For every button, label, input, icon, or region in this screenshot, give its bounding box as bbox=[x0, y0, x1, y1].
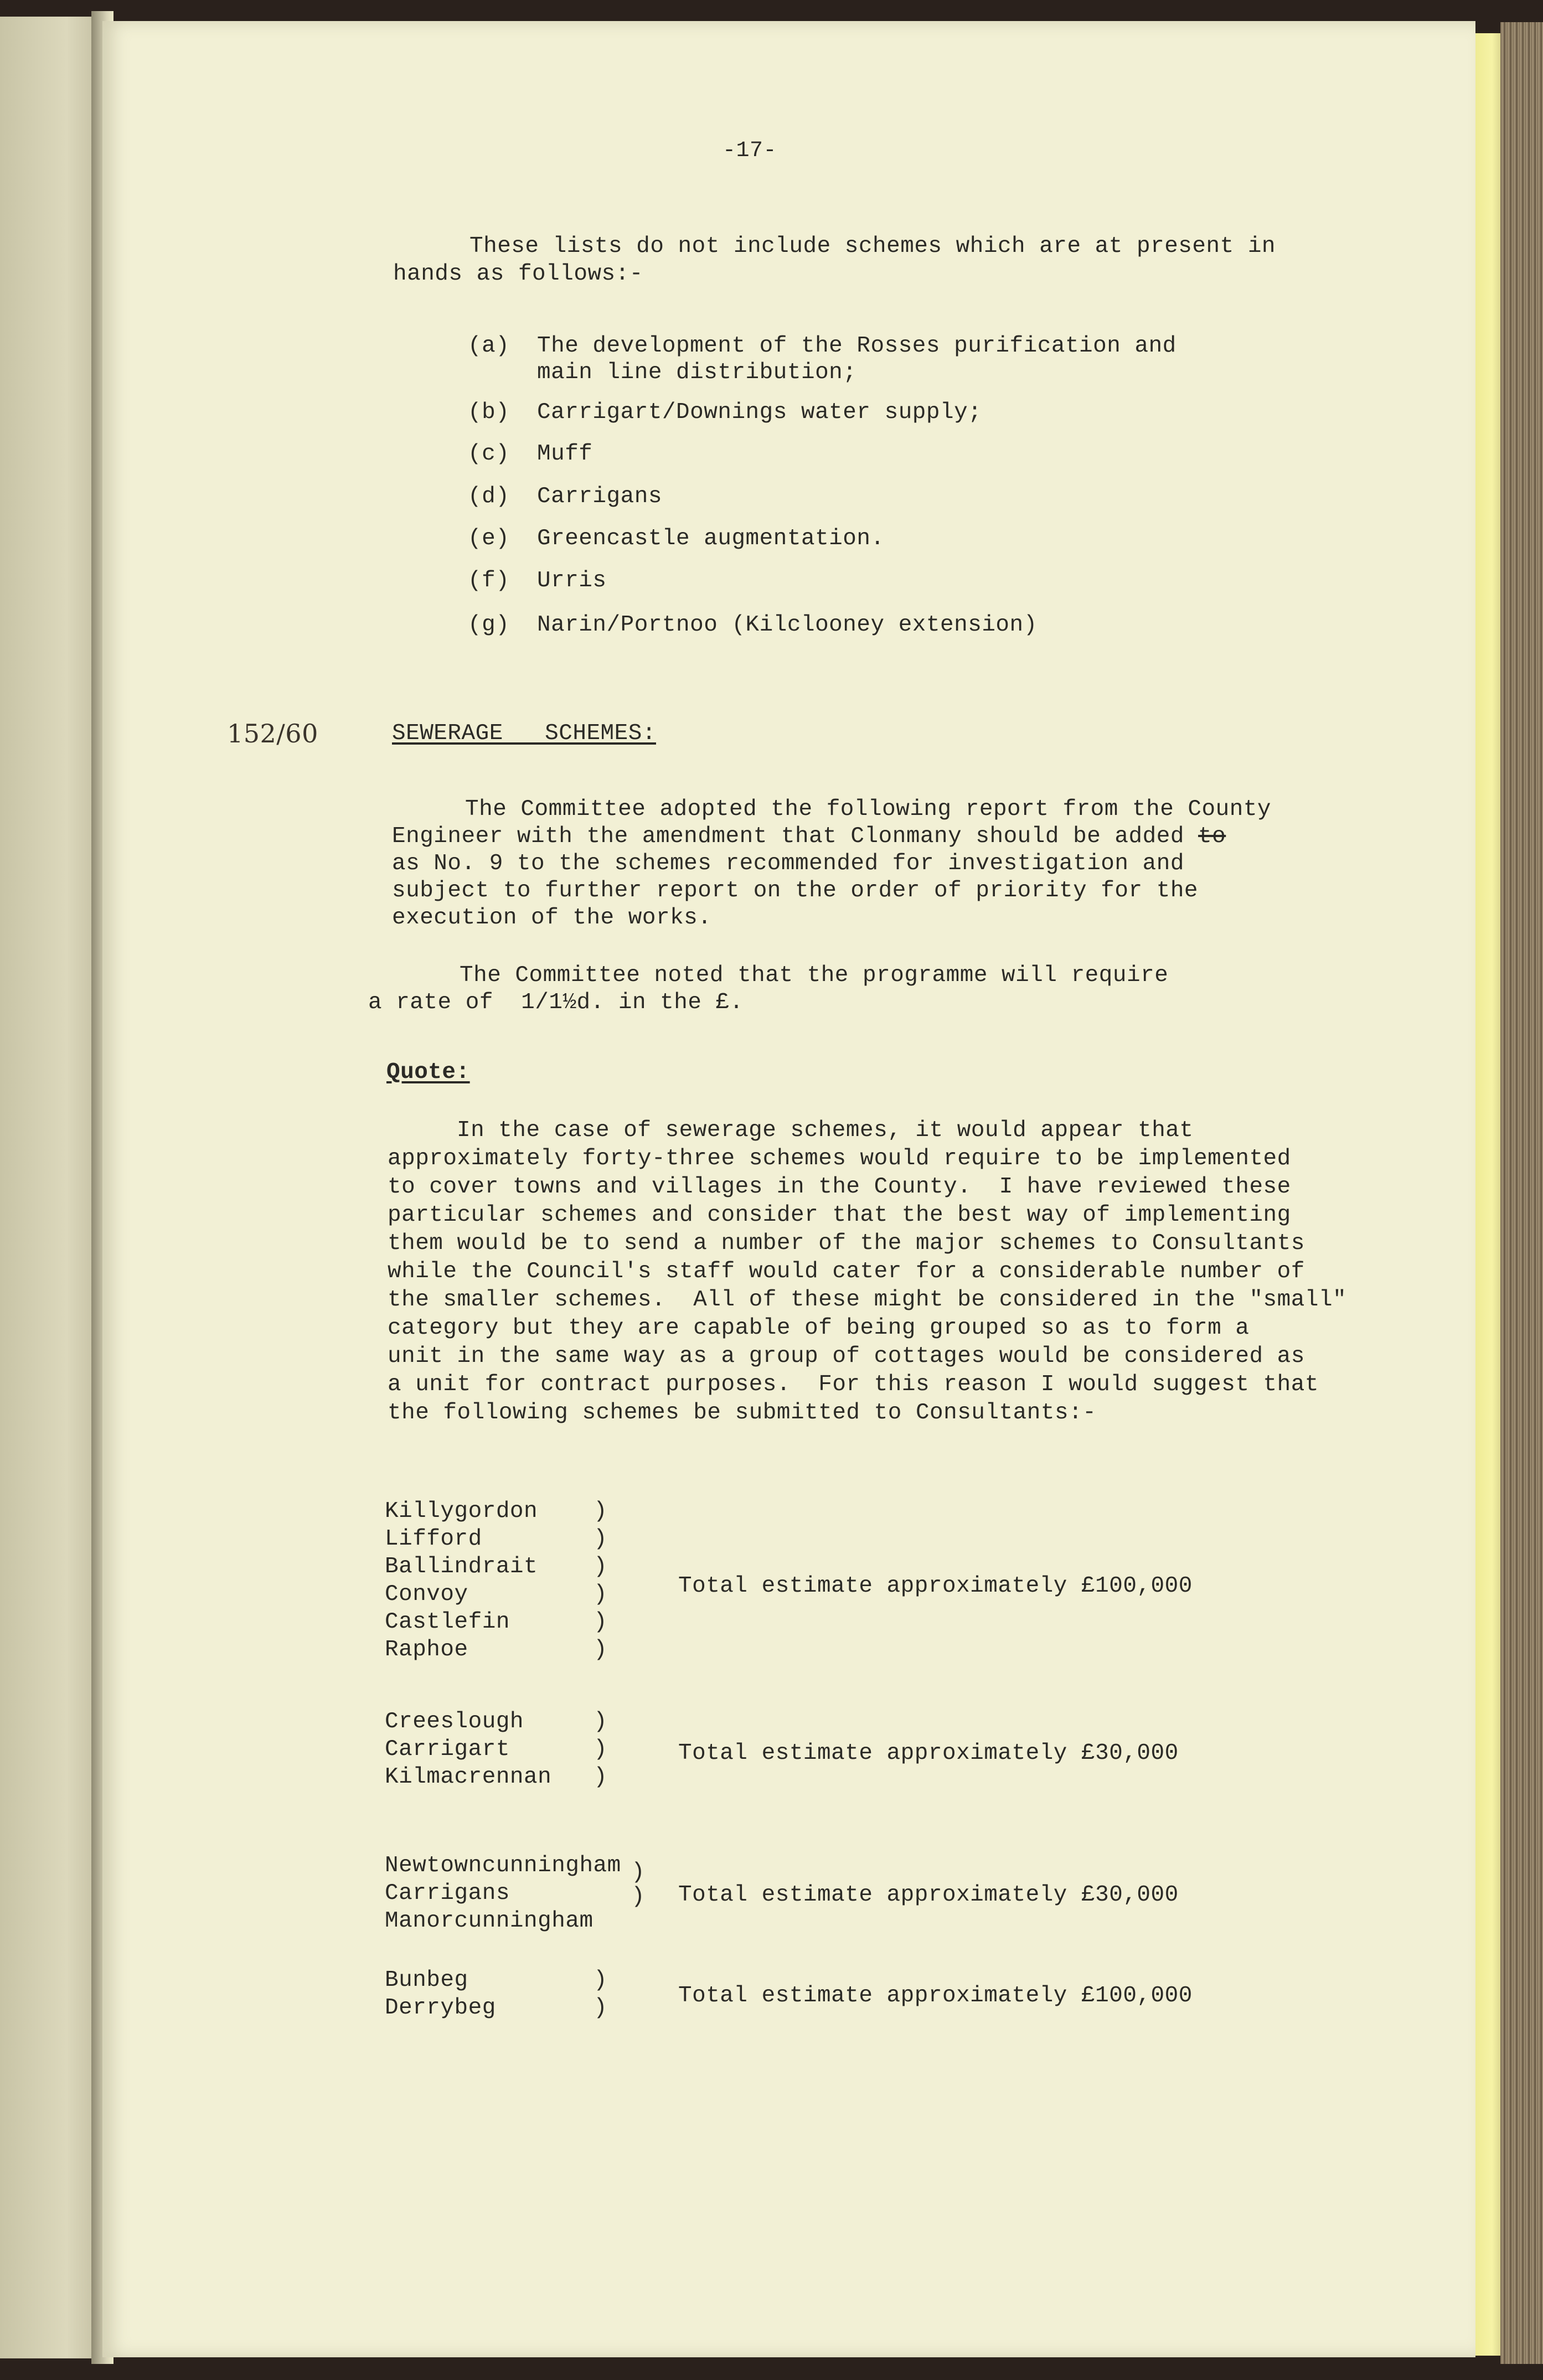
scheme-place: Bunbeg bbox=[385, 1968, 468, 1993]
group-bracket: ) ) bbox=[594, 1968, 608, 2021]
scheme-place: Derrybeg bbox=[385, 1995, 496, 2021]
scheme-place: Castlefin bbox=[385, 1609, 510, 1635]
scheme-place: Killygordon bbox=[385, 1499, 538, 1524]
group-bracket: ) ) ) bbox=[594, 1709, 608, 1790]
intro-line: hands as follows:- bbox=[393, 261, 643, 287]
group-estimate: Total estimate approximately £30,000 bbox=[678, 1741, 1179, 1766]
paragraph-line: as No. 9 to the schemes recommended for investigation and bbox=[392, 851, 1184, 876]
quote-line: a unit for contract purposes. For this reason I would suggest that bbox=[388, 1372, 1319, 1397]
scheme-place: Newtowncunningham bbox=[385, 1853, 621, 1878]
list-item: Carrigart/Downings water supply; bbox=[537, 400, 982, 425]
quote-line: the following schemes be submitted to Consultants:- bbox=[388, 1400, 1097, 1426]
paragraph-line: The Committee adopted the following report from the County bbox=[465, 797, 1272, 822]
group-bracket: ) ) ) ) ) ) bbox=[594, 1499, 608, 1663]
list-item: Greencastle augmentation. bbox=[537, 526, 885, 551]
list-label: (b) bbox=[468, 400, 510, 425]
quote-line: them would be to send a number of the major schemes to Consultants bbox=[388, 1231, 1305, 1256]
scheme-place: Convoy bbox=[385, 1582, 468, 1607]
paragraph-line: subject to further report on the order of priority for the bbox=[392, 878, 1199, 904]
yellow-sheet-edge bbox=[1475, 33, 1503, 2356]
section-heading: SEWERAGE SCHEMES: bbox=[392, 721, 656, 746]
list-label: (c) bbox=[468, 441, 510, 467]
paragraph-line: execution of the works. bbox=[392, 905, 712, 931]
quote-line: the smaller schemes. All of these might be considered in the "small" bbox=[388, 1287, 1347, 1313]
quote-label: Quote: bbox=[386, 1060, 470, 1085]
intro-line: These lists do not include schemes which are at present in bbox=[469, 234, 1276, 259]
group-bracket: ) ) bbox=[631, 1860, 646, 1909]
struck-text: to bbox=[1198, 824, 1226, 849]
paragraph-line: Engineer with the amendment that Clonmany should be added to bbox=[392, 824, 1226, 849]
quote-line: particular schemes and consider that the best way of implementing bbox=[388, 1202, 1291, 1228]
quote-line: approximately forty-three schemes would require to be implemented bbox=[388, 1146, 1291, 1171]
scheme-place: Raphoe bbox=[385, 1637, 468, 1663]
scheme-place: Carrigans bbox=[385, 1881, 510, 1906]
page-stack-edges bbox=[1500, 22, 1543, 2364]
paragraph-line: The Committee noted that the programme will require bbox=[460, 963, 1169, 988]
quote-line: In the case of sewerage schemes, it would appear that bbox=[457, 1118, 1194, 1143]
scheme-place: Manorcunningham bbox=[385, 1908, 594, 1934]
list-label: (g) bbox=[468, 612, 510, 638]
list-label: (a) bbox=[468, 333, 510, 359]
list-label: (d) bbox=[468, 484, 510, 509]
paragraph-line: a rate of 1/1½d. in the £. bbox=[368, 990, 744, 1015]
list-label: (e) bbox=[468, 526, 510, 551]
list-item: Narin/Portnoo (Kilclooney extension) bbox=[537, 612, 1038, 638]
page-number: -17- bbox=[723, 138, 777, 163]
group-estimate: Total estimate approximately £100,000 bbox=[678, 1573, 1193, 1599]
quote-line: while the Council's staff would cater for a considerable number of bbox=[388, 1259, 1305, 1284]
minute-number: 152/60 bbox=[227, 719, 318, 748]
list-item: The development of the Rosses purification and bbox=[537, 333, 1176, 359]
group-estimate: Total estimate approximately £100,000 bbox=[678, 1983, 1193, 2009]
quote-line: category but they are capable of being grouped so as to form a bbox=[388, 1315, 1250, 1341]
list-item: Muff bbox=[537, 441, 593, 467]
scheme-place: Kilmacrennan bbox=[385, 1764, 552, 1790]
list-item: main line distribution; bbox=[537, 360, 857, 385]
group-estimate: Total estimate approximately £30,000 bbox=[678, 1882, 1179, 1908]
quote-line: unit in the same way as a group of cottages would be considered as bbox=[388, 1344, 1305, 1369]
scheme-place: Lifford bbox=[385, 1526, 482, 1552]
quote-line: to cover towns and villages in the County. I have reviewed these bbox=[388, 1174, 1291, 1200]
scheme-place: Ballindrait bbox=[385, 1554, 538, 1579]
scheme-place: Carrigart bbox=[385, 1737, 510, 1762]
list-item: Urris bbox=[537, 568, 607, 593]
list-label: (f) bbox=[468, 568, 510, 593]
scheme-place: Creeslough bbox=[385, 1709, 524, 1734]
list-item: Carrigans bbox=[537, 484, 662, 509]
